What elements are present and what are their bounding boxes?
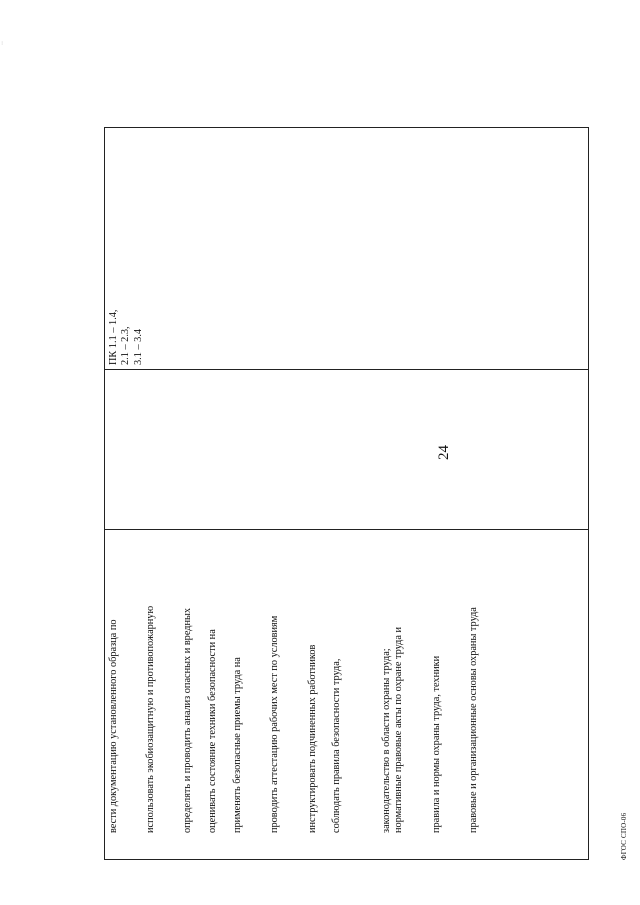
competence-codes (105, 128, 148, 369)
competence-code-line: 3.1 – 3.4 (132, 328, 144, 365)
requirement-line: законодательство в области охраны труда; (380, 648, 392, 833)
requirement-line: использовать экобиозащитную и противопожарную (145, 605, 157, 833)
requirement-line: оценивать состояние техники безопасности на (207, 629, 219, 833)
requirement-line: нормативные правовые акты по охране труда и (393, 626, 405, 833)
footer-code: ФГОС СПО-06 (620, 812, 628, 860)
requirement-line: инструктировать подчиненных работников (306, 644, 318, 833)
competence-codes-cell (105, 128, 589, 370)
page-number: 24 (436, 445, 452, 460)
requirement-line: соблюдать правила безопасности труда, (331, 658, 343, 833)
empty-cell-hours (105, 530, 589, 860)
edge-mark: ·· (0, 41, 6, 45)
empty-cell-discipline (105, 370, 589, 530)
competency-table (104, 41, 589, 861)
competence-code-line: 2.1 – 2.3, (120, 326, 132, 365)
table-row (105, 41, 589, 860)
requirement-line: проводить аттестацию рабочих мест по условиям (269, 615, 281, 833)
competence-code-line: ПК 1.1 – 1.4, (108, 309, 119, 365)
requirement-line: правила и нормы охраны труда, техники (430, 655, 442, 833)
requirement-line: применять безопасные приемы труда на (232, 657, 244, 833)
requirement-line: правовые и организационные основы охраны труда (467, 607, 479, 833)
requirement-line: определять и проводить анализ опасных и вредных (182, 607, 194, 833)
requirement-line: вести документацию установленного образца по (108, 619, 119, 833)
